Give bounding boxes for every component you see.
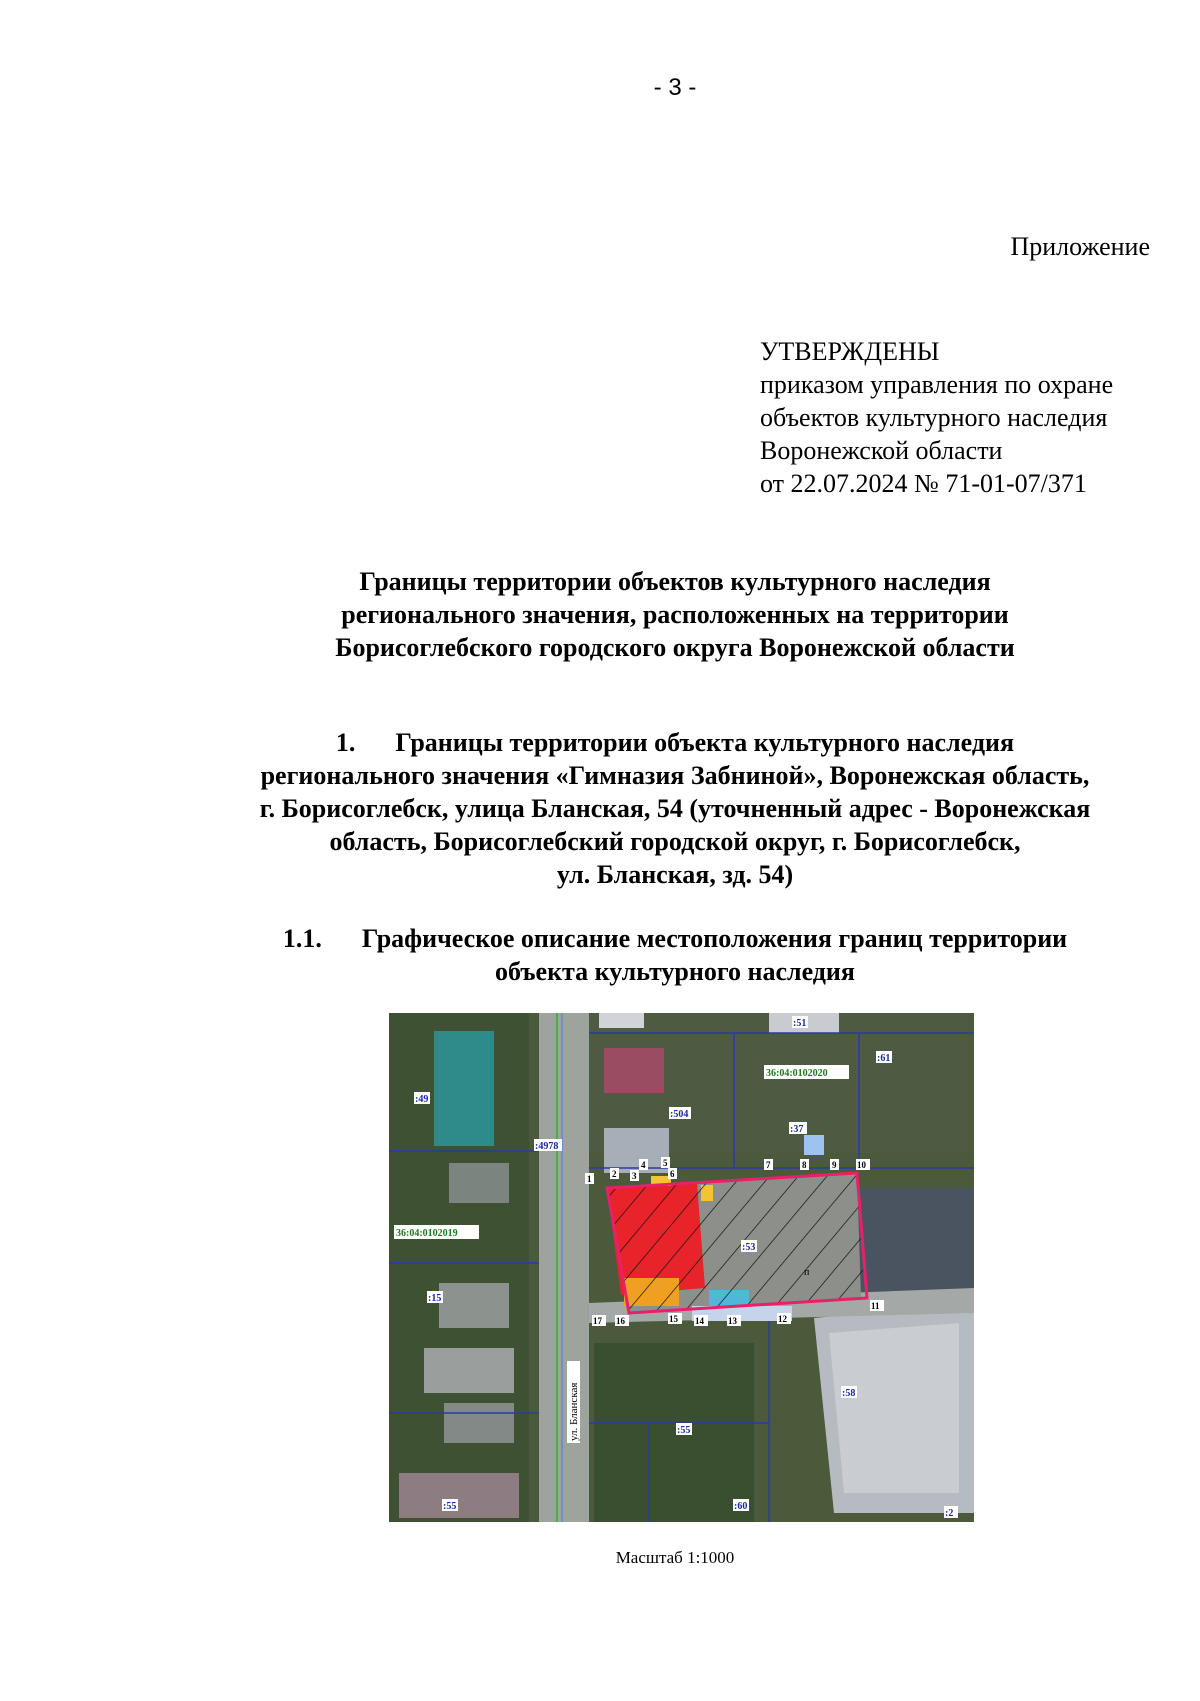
boundary-point-number: 12 [778, 1314, 787, 1324]
building-roof [604, 1048, 664, 1093]
boundary-point-number: 5 [663, 1158, 668, 1168]
page-number: - 3 - [653, 74, 697, 101]
section-number: 1. [335, 728, 356, 757]
boundary-point-number: 17 [593, 1316, 602, 1326]
section-number: 1.1. [282, 924, 322, 953]
parcel-label: :55 [443, 1501, 457, 1512]
approval-line: Воронежской области [760, 436, 1003, 465]
parcel-label: :58 [842, 1388, 856, 1399]
street-label: ул. Бланская [568, 1382, 580, 1441]
map-marker: п [804, 1267, 810, 1278]
parcel-label: :37 [790, 1124, 804, 1135]
section-heading-line: регионального значения «Гимназия Забниной», Воронежская область, [260, 761, 1090, 790]
boundary-point-number: 1 [587, 1174, 592, 1184]
title-line: регионального значения, расположенных на территории [341, 600, 1009, 629]
parcel-label: :4978 [535, 1141, 559, 1152]
section-1-1-heading [0, 922, 1200, 988]
boundary-point-number: 16 [616, 1316, 625, 1326]
cadastral-block-label: 36:04:0102019 [396, 1228, 458, 1239]
building-roof [449, 1163, 509, 1203]
section-1-heading [0, 726, 1200, 891]
boundary-point-number: 2 [612, 1169, 617, 1179]
building-roof [604, 1128, 669, 1173]
building-roof [599, 1013, 644, 1028]
building-roof [439, 1283, 509, 1328]
approval-block [760, 335, 1113, 500]
section-heading-line [0, 726, 1200, 759]
cadastral-block-label: 36:04:0102020 [766, 1068, 828, 1079]
section-heading-text: Графическое описание местоположения границ территории [361, 924, 1068, 953]
section-heading-line: область, Борисоглебский городской округ, г. Борисоглебск, [329, 827, 1021, 856]
boundary-point-number: 6 [670, 1169, 675, 1179]
boundary-point-number: 15 [669, 1314, 678, 1324]
boundary-point-number: 3 [632, 1171, 637, 1181]
street-road [539, 1013, 589, 1522]
boundary-point-number: 4 [641, 1160, 646, 1170]
parcel-label: :53 [742, 1242, 756, 1253]
approval-line: объектов культурного наследия [760, 403, 1108, 432]
map-svg [389, 1013, 974, 1522]
parcel-label: :55 [677, 1425, 691, 1436]
map-scale-caption: Масштаб 1:1000 [615, 1548, 735, 1567]
section-heading-text: Границы территории объекта культурного наследия [395, 728, 1015, 757]
section-heading-line: объекта культурного наследия [495, 957, 855, 986]
parcel-label: :51 [793, 1018, 807, 1029]
territory-boundary [607, 1173, 867, 1313]
boundary-point-number: 8 [802, 1160, 807, 1170]
document-title [0, 565, 1200, 664]
approval-date-number: от 22.07.2024 № 71-01-07/371 [760, 469, 1087, 498]
large-building-roof-inner [829, 1323, 959, 1493]
boundary-point-number: 13 [728, 1316, 737, 1326]
boundary-point-number: 14 [695, 1316, 704, 1326]
building-roof [399, 1473, 519, 1518]
parcel-label: :15 [428, 1293, 442, 1304]
boundary-point-number: 9 [832, 1160, 837, 1170]
section-heading-line: г. Борисоглебск, улица Бланская, 54 (уточненный адрес - Воронежская [259, 794, 1091, 823]
parcel-label: :2 [945, 1508, 954, 1519]
appendix-label: Приложение [1010, 232, 1150, 261]
section-heading-line: ул. Бланская, зд. 54) [556, 860, 794, 889]
parcel-label: :49 [415, 1094, 429, 1105]
approval-line: приказом управления по охране [760, 370, 1114, 399]
boundary-point-number: 7 [766, 1160, 771, 1170]
parcel-label: :504 [670, 1109, 689, 1120]
section-heading-line [0, 922, 1200, 955]
boundary-map [389, 1013, 974, 1522]
tree-area [594, 1343, 754, 1522]
boundary-point-number: 10 [857, 1160, 866, 1170]
light-blue-structure [804, 1135, 824, 1155]
parcel-label: :61 [877, 1053, 891, 1064]
approval-heading: УТВЕРЖДЕНЫ [760, 337, 940, 366]
boundary-point-number: 11 [871, 1301, 880, 1311]
title-line: Границы территории объектов культурного наследия [359, 567, 991, 596]
building-roof [444, 1403, 514, 1443]
building-roof [434, 1031, 494, 1146]
parcel-label: :60 [734, 1501, 748, 1512]
title-line: Борисоглебского городского округа Воронежской области [335, 633, 1015, 662]
building-roof [424, 1348, 514, 1393]
